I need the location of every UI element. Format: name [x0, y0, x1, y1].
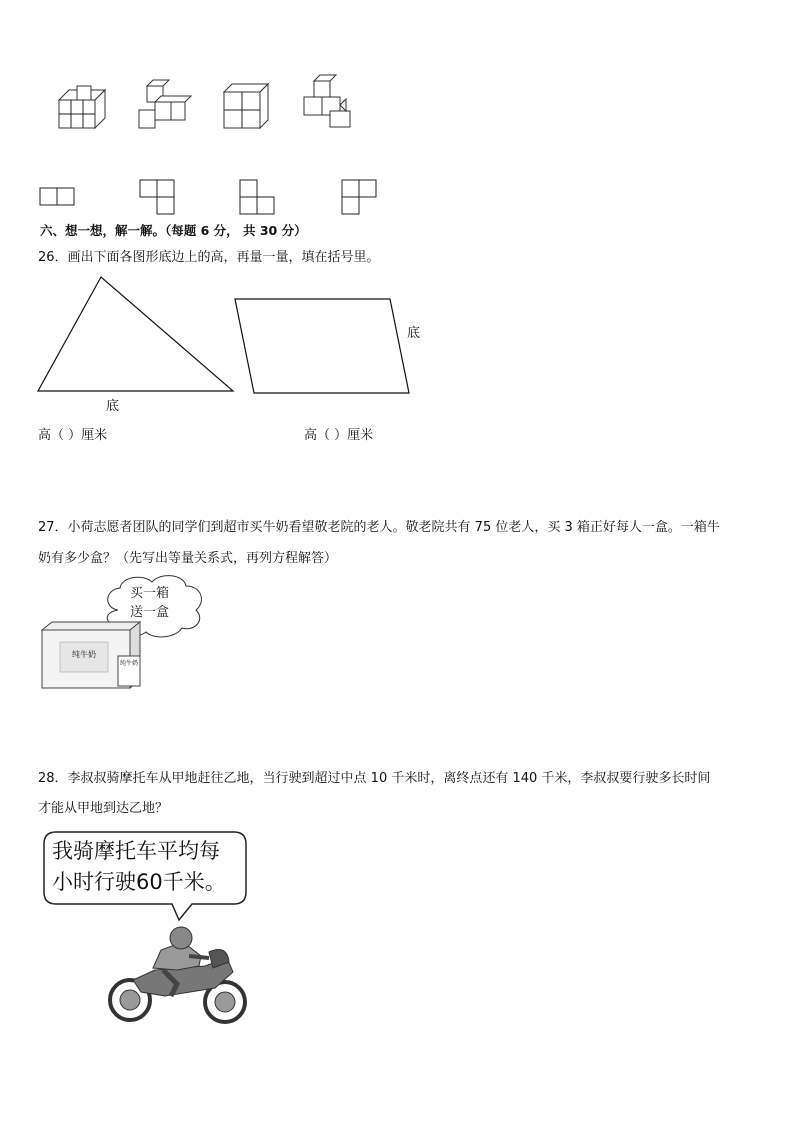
- parallelogram-figure: [234, 298, 414, 398]
- cube-figure-1: [55, 80, 115, 140]
- motorcycle-rider-illustration: [105, 922, 255, 1032]
- question-28-line2: 才能从甲地到达乙地？: [38, 801, 169, 816]
- bubble-text-2: 送一盒: [130, 605, 170, 620]
- bubble-text-1: 买一箱: [130, 586, 170, 601]
- section-heading: 六、想一想，解一解。（每题 6 分， 共 30 分）: [40, 223, 307, 238]
- speech-text-2: 小时行驶60千米。: [52, 870, 226, 894]
- question-27-line1: 27．小荷志愿者团队的同学们到超市买牛奶看望敬老院的老人。敬老院共有 75 位老人，买 3 箱正好每人一盒。一箱牛: [38, 520, 720, 535]
- cube-figure-4: [300, 75, 360, 135]
- view-figure-2: [140, 180, 180, 220]
- cube-figure-2: [135, 80, 195, 140]
- triangle-figure: [37, 276, 237, 396]
- view-figure-4: [342, 180, 382, 220]
- parallelogram-base-label: 底: [407, 326, 421, 341]
- triangle-base-label: 底: [106, 399, 120, 414]
- view-figure-3: [240, 180, 280, 220]
- question-28-line1: 28．李叔叔骑摩托车从甲地赶往乙地，当行驶到超过中点 10 千米时，离终点还有 140 千米，李叔叔要行驶多长时间: [38, 771, 711, 786]
- answer-blank-1: 高（ ）厘米: [38, 428, 108, 443]
- cube-figure-3: [220, 80, 280, 140]
- question-26-text: 26．画出下面各图形底边上的高，再量一量，填在括号里。: [38, 250, 380, 265]
- milk-box-label: 纯牛奶: [72, 650, 96, 659]
- speech-text-1: 我骑摩托车平均每: [52, 839, 220, 863]
- answer-blank-2: 高（ ）厘米: [304, 428, 374, 443]
- milk-carton-label: 纯牛奶: [120, 660, 139, 667]
- question-27-line2: 奶有多少盒？（先写出等量关系式，再列方程解答）: [38, 551, 338, 566]
